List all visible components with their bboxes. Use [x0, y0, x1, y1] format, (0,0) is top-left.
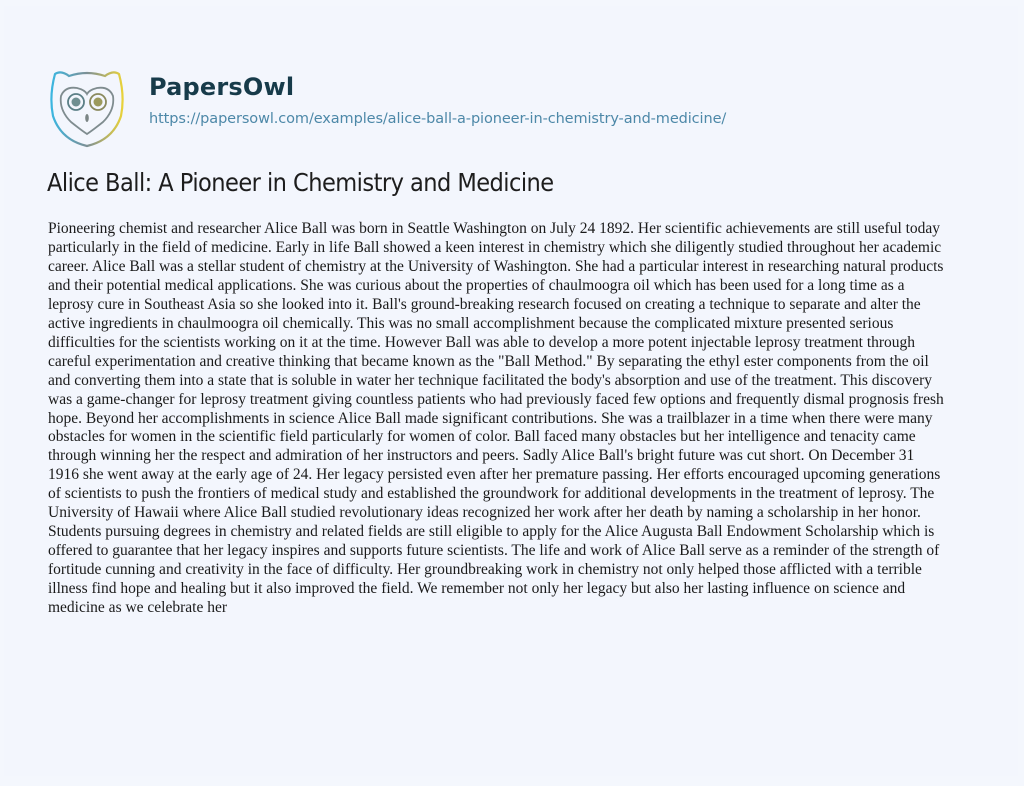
- body-line: through winning her the respect and admiration of her instructors and peers. Sadly Alice Ball's bright future was cut short. On December 31: [48, 447, 915, 465]
- body-line: illness find hope and healing but it also improved the field. We remember not only her legacy but also her lasting influence on science and: [48, 580, 906, 598]
- body-line: 1916 she went away at the early age of 24. Her legacy persisted even after her premature passing. Her efforts encouraged upcoming generations: [48, 466, 941, 484]
- body-line: of scientists to push the frontiers of medical study and established the groundwork for additional developments in the treatment of leprosy. The: [48, 485, 935, 503]
- body-line: Pioneering chemist and researcher Alice Ball was born in Seattle Washington on July 24 1892. Her scientific achievements are still useful today: [48, 220, 941, 237]
- body-line: particularly in the field of medicine. Early in life Ball showed a keen interest in chemistry which she diligently studied throughout her academic: [48, 238, 942, 256]
- body-line: leprosy cure in Southeast Asia so she looked into it. Ball's ground-breaking research focused on creating a technique to separate and alter the: [48, 295, 921, 313]
- body-line: hope. Beyond her accomplishments in science Alice Ball made significant contributions. She was a trailblazer in a time when there were many: [48, 409, 933, 427]
- body-line: and their potential medical applications. She was curious about the properties of chaulmoogra oil which has been used for a long time as a: [48, 276, 905, 294]
- site-header: [47, 66, 726, 156]
- body-line: was a game-changer for leprosy treatment giving countless patients who had previously faced few options and frequently dismal prognosis fresh: [48, 390, 944, 408]
- body-line: obstacles for women in the scientific field particularly for women of color. Ball faced many obstacles but her intelligence and tenacity came: [48, 428, 916, 446]
- body-line: Students pursuing degrees in chemistry and related fields are still eligible to apply for the Alice Augusta Ball Endowment Scholarship which is: [48, 523, 935, 541]
- body-line: and converting them into a state that is soluble in water her technique facilitated the body's absorption and use of the treatment. This discovery: [48, 371, 933, 389]
- body-line: University of Hawaii where Alice Ball studied revolutionary ideas recognized her work after her death by naming a scholarship in her honor.: [48, 504, 921, 522]
- body-line: difficulties for the scientists working on it at the time. However Ball was able to develop a more potent injectable leprosy treatment through: [48, 333, 916, 351]
- body-line: offered to guarantee that her legacy inspires and supports future scientists. The life and work of Alice Ball serve as a reminder of the strength of: [48, 542, 940, 560]
- body-line: careful experimentation and creative thinking that became known as the "Ball Method." By separating the ethyl ester components from the oil: [48, 352, 929, 370]
- brand-block: [149, 66, 726, 127]
- article-title: Alice Ball: A Pioneer in Chemistry and Medicine: [47, 168, 554, 197]
- article-body: [48, 220, 1008, 618]
- body-line: medicine as we celebrate her: [48, 599, 228, 617]
- brand-name[interactable]: PapersOwl: [149, 73, 295, 101]
- body-line: fortitude cunning and creativity in the face of difficulty. Her groundbreaking work in chemistry not only helped those afflicted with a terrible: [48, 561, 922, 579]
- owl-logo-icon: [47, 66, 127, 148]
- source-url-link[interactable]: https://papersowl.com/examples/alice-ball-a-pioneer-in-chemistry-and-medicine/: [149, 111, 727, 127]
- body-line: active ingredients in chaulmoogra oil chemically. This was no small accomplishment because the complicated mixture presented serious: [48, 314, 894, 332]
- body-line: career. Alice Ball was a stellar student of chemistry at the University of Washington. She had a particular interest in researching natural products: [48, 257, 944, 275]
